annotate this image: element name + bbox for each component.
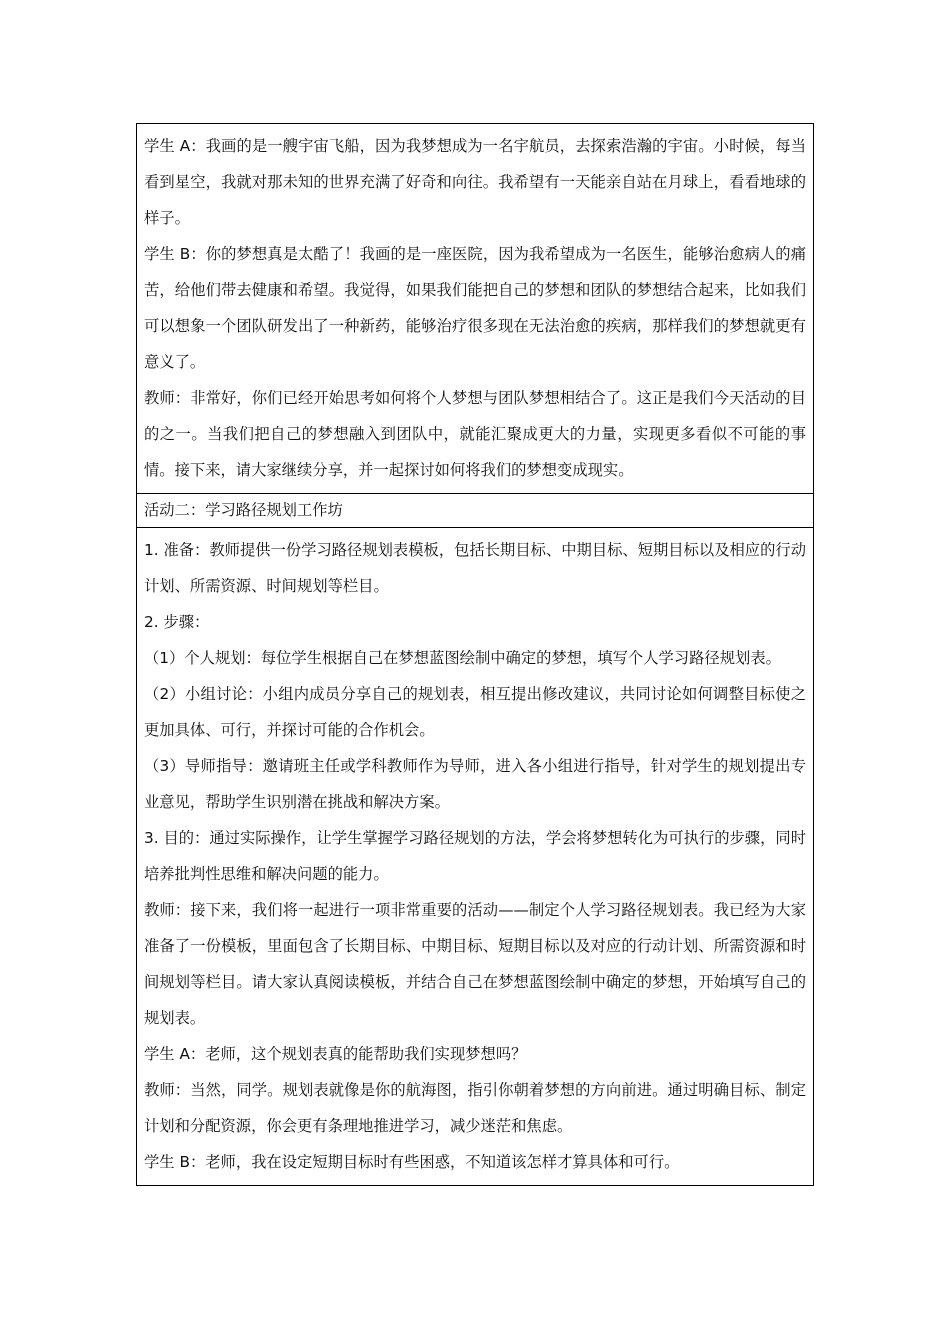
activity-paragraph: 教师：接下来，我们将一起进行一项非常重要的活动——制定个人学习路径规划表。我已经为大家准备了一份模板，里面包含了长期目标、中期目标、短期目标以及对应的行动计划、所需资源和时间规划等栏目。请大家认真阅读模板，并结合自己在梦想蓝图绘制中确定的梦想，开始填写自己的规划表。 xyxy=(144,901,806,1027)
activity-paragraph: 3. 目的：通过实际操作，让学生掌握学习路径规划的方法，学会将梦想转化为可执行的步骤，同时培养批判性思维和解决问题的能力。 xyxy=(144,829,806,883)
dialogue-paragraph: 学生 A：我画的是一艘宇宙飞船，因为我梦想成为一名宇航员，去探索浩瀚的宇宙。小时候，每当看到星空，我就对那未知的世界充满了好奇和向往。我希望有一天能亲自站在月球上，看看地球的样子。 xyxy=(144,137,806,227)
activity-paragraph: 2. 步骤： xyxy=(144,613,210,631)
activity-paragraph: 1. 准备：教师提供一份学习路径规划表模板，包括长期目标、中期目标、短期目标以及相应的行动计划、所需资源、时间规划等栏目。 xyxy=(144,541,806,595)
table-row xyxy=(137,124,814,494)
activity-paragraph: （2）小组讨论：小组内成员分享自己的规划表，相互提出修改建议，共同讨论如何调整目标使之更加具体、可行，并探讨可能的合作机会。 xyxy=(144,685,806,739)
dialogue-paragraph: 教师：非常好，你们已经开始思考如何将个人梦想与团队梦想相结合了。这正是我们今天活动的目的之一。当我们把自己的梦想融入到团队中，就能汇聚成更大的力量，实现更多看似不可能的事情。接下来，请大家继续分享，并一起探讨如何将我们的梦想变成现实。 xyxy=(144,389,806,479)
dialogue-cell xyxy=(137,124,814,494)
activity-cell xyxy=(137,528,814,1186)
lesson-table xyxy=(136,123,814,1186)
activity-paragraph: （1）个人规划：每位学生根据自己在梦想蓝图绘制中确定的梦想，填写个人学习路径规划表。 xyxy=(144,649,781,667)
table-row xyxy=(137,494,814,528)
table-row xyxy=(137,528,814,1186)
dialogue-paragraph: 学生 B：你的梦想真是太酷了！我画的是一座医院，因为我希望成为一名医生，能够治愈病人的痛苦，给他们带去健康和希望。我觉得，如果我们能把自己的梦想和团队的梦想结合起来，比如我们可以想象一个团队研发出了一种新药，能够治疗很多现在无法治愈的疾病，那样我们的梦想就更有意义了。 xyxy=(144,245,806,371)
activity-paragraph: （3）导师指导：邀请班主任或学科教师作为导师，进入各小组进行指导，针对学生的规划提出专业意见，帮助学生识别潜在挑战和解决方案。 xyxy=(144,757,806,811)
activity-paragraph: 教师：当然，同学。规划表就像是你的航海图，指引你朝着梦想的方向前进。通过明确目标、制定计划和分配资源，你会更有条理地推进学习，减少迷茫和焦虑。 xyxy=(144,1081,806,1135)
activity-paragraph: 学生 A：老师，这个规划表真的能帮助我们实现梦想吗？ xyxy=(144,1045,527,1063)
section-title: 活动二：学习路径规划工作坊 xyxy=(137,494,814,528)
activity-paragraph: 学生 B：老师，我在设定短期目标时有些困惑，不知道该怎样才算具体和可行。 xyxy=(144,1153,680,1171)
